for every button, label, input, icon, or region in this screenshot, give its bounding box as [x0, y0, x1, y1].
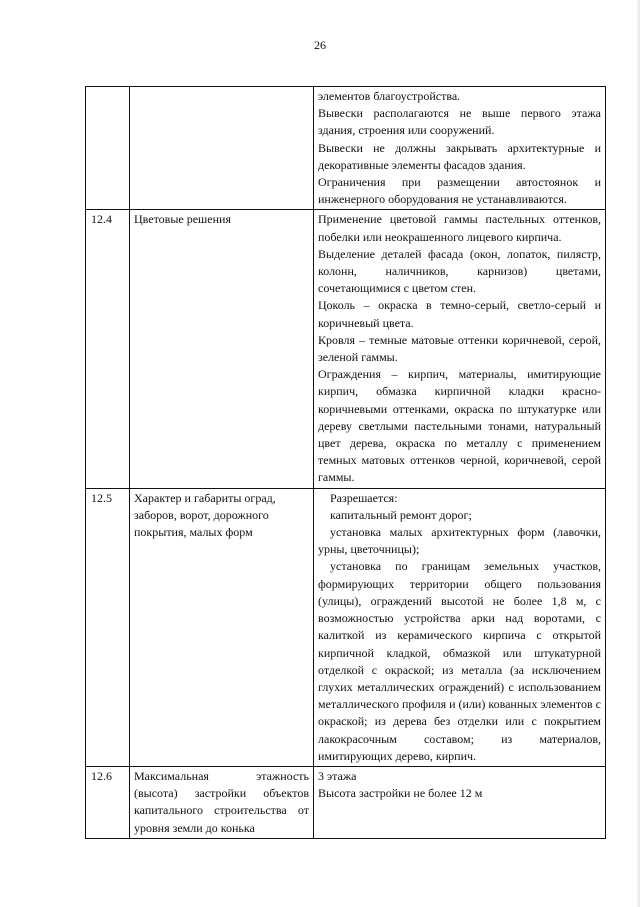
row-number-cell: 12.4: [86, 210, 130, 488]
description-paragraph: Вывески располагаются не выше первого этажа здания, строения или сооружений.: [318, 106, 601, 138]
description-paragraph: Выделение деталей фасада (окон, лопаток, пилястр, колонн, наличников, карнизов) цветами, сочетающимися с цветом стен.: [318, 246, 601, 296]
table-row: [86, 87, 606, 210]
row-number-cell: 12.6: [86, 766, 130, 838]
description-paragraph: установка по границам земельных участков, формирующих территории общего пользования (улицы), ограждений высотой не более 1,8 м, с возможностью устройства арки над воротами, с калиткой из керамического кирпича с открытой кирпичной кладкой, обмазкой или штукатурной отделкой с окраской; из металла (за исключением глухих металлических ограждений) с использованием металлического профиля и (или) кованных элементов с окраской; из дерева без отделки или с покрытием лакокрасочным составом; из материалов, имитирующих дерево, кирпич.: [318, 559, 601, 763]
table-row: [86, 488, 606, 766]
table-row: [86, 766, 606, 838]
row-name-text: Максимальная этажность (высота) застройки объектов капитального строительства от уровня земли до конька: [134, 768, 309, 835]
row-description-cell: [314, 210, 606, 488]
description-paragraph: Цоколь – окраска в темно-серый, светло-серый и коричневый цвета.: [318, 298, 601, 330]
row-number-cell: [86, 87, 130, 210]
row-name-text: Цветовые решения: [134, 212, 231, 227]
description-paragraph: Высота застройки не более 12 м: [318, 786, 483, 801]
description-paragraph: Ограждения – кирпич, материалы, имитирующие кирпич, обмазка кирпичной кладки красно-коричневыми оттенками, окраска по штукатурке или дереву светлыми пастельными тонами, натуральный цвет дерева, окраска по металлу с применением темных матовых оттенков черной, коричневой, серой гаммы.: [318, 367, 601, 485]
row-number-cell: 12.5: [86, 488, 130, 766]
description-paragraph: Ограничения при размещении автостоянок и инженерного оборудования не устанавливаются.: [318, 175, 601, 207]
description-paragraph: Кровля – темные матовые оттенки коричневой, серой, зеленой гаммы.: [318, 332, 601, 365]
description-paragraph: Разрешается:: [330, 490, 398, 505]
description-paragraph: Применение цветовой гаммы пастельных оттенков, побелки или неокрашенного лицевого кирпича.: [318, 212, 601, 244]
page-number: 26: [314, 38, 326, 52]
row-name-cell: [130, 766, 314, 838]
description-paragraph: установка малых архитектурных форм (лавочки, урны, цветочницы);: [318, 525, 601, 557]
regulations-table: [85, 86, 606, 839]
row-name-cell: [130, 210, 314, 488]
description-paragraph: капитальный ремонт дорог;: [330, 507, 472, 522]
description-paragraph: Вывески не должны закрывать архитектурные и декоративные элементы фасадов здания.: [318, 140, 601, 172]
scan-edge-shadow: [636, 0, 640, 907]
row-description-cell: [314, 488, 606, 766]
description-paragraph: 3 этажа: [318, 768, 357, 783]
table-row: [86, 210, 606, 488]
row-name-text: Характер и габариты оград, заборов, ворот, дорожного покрытия, малых форм: [134, 490, 276, 540]
row-name-cell: [130, 87, 314, 210]
row-description-cell: [314, 766, 606, 838]
row-name-cell: [130, 488, 314, 766]
description-paragraph: элементов благоустройства.: [318, 89, 461, 103]
row-description-cell: [314, 87, 606, 210]
